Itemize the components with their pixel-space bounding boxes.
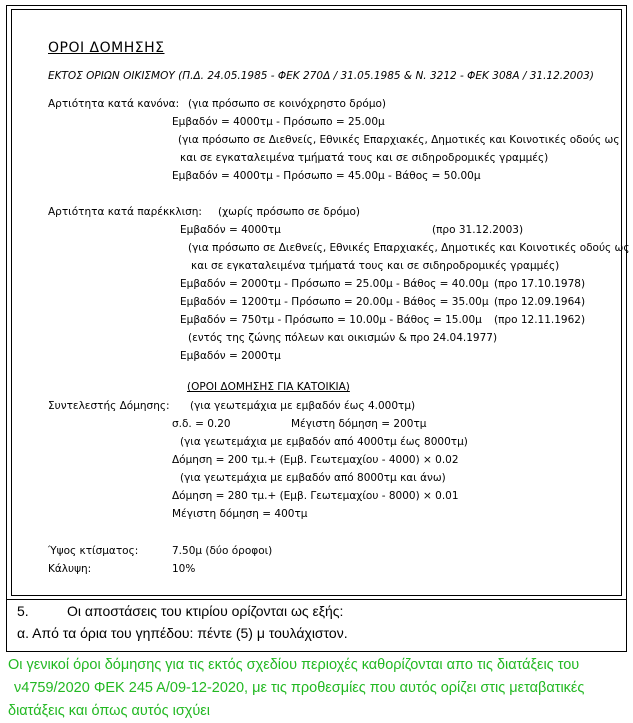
coefficient-sd: σ.δ. = 0.20 bbox=[172, 418, 231, 430]
rule-common: (για πρόσωπο σε κοινόχρηστο δρόμο) bbox=[188, 98, 387, 110]
rule-label: Αρτιότητα κατά κανόνα: bbox=[48, 98, 180, 110]
exception-row-1: Εμβαδόν = 4000τμ bbox=[180, 224, 281, 236]
coefficient-label: Συντελεστής Δόμησης: bbox=[48, 400, 170, 412]
exception-row: Εμβαδόν = 2000τμ - Πρόσωπο = 25.00μ - Βάθος = 40.00μ bbox=[180, 278, 489, 290]
setbacks-heading: Οι αποστάσεις του κτιρίου ορίζονται ως εξής: bbox=[67, 603, 344, 619]
coefficient-max-1: Μέγιστη δόμηση = 200τμ bbox=[291, 418, 427, 430]
exception-zone-note: (εντός της ζώνης πόλεων και οικισμών & προ 24.04.1977) bbox=[188, 332, 498, 344]
general-terms-note-line-3: διατάξεις και όπως αυτός ισχύει bbox=[8, 703, 210, 719]
setbacks-box bbox=[6, 600, 627, 652]
general-terms-note-line-1: Οι γενικοί όροι δόμησης για τις εκτός σχεδίου περιοχές καθορίζονται απο τις διατάξεις του bbox=[8, 657, 580, 673]
exception-noroad: (χωρίς πρόσωπο σε δρόμο) bbox=[218, 206, 360, 218]
coefficient-up-to-4000: (για γεωτεμάχια με εμβαδόν έως 4.000τμ) bbox=[190, 400, 416, 412]
exception-row: Εμβαδόν = 750τμ - Πρόσωπο = 10.00μ - Βάθος = 15.00μ bbox=[180, 314, 482, 326]
coverage-label: Κάλυψη: bbox=[48, 563, 92, 575]
general-terms-note-line-2: ν4759/2020 ΦΕΚ 245 Α/09-12-2020, με τις προθεσμίες που αυτός ορίζει στις μεταβατικές bbox=[14, 680, 585, 696]
rule-note-1: (για πρόσωπο σε Διεθνείς, Εθνικές Επαρχιακές, Δημοτικές και Κοινοτικές οδούς ως bbox=[178, 134, 620, 146]
height-value: 7.50μ (δύο όροφοι) bbox=[172, 545, 273, 557]
rule-note-2: και σε εγκαταλειμένα τμήματά τους και σε σιδηροδρομικές γραμμές) bbox=[180, 152, 549, 164]
exception-row-1-date: (προ 31.12.2003) bbox=[432, 224, 524, 236]
exception-row-date: (προ 12.11.1962) bbox=[494, 314, 586, 326]
setbacks-number: 5. bbox=[17, 603, 29, 619]
exception-row-date: (προ 17.10.1978) bbox=[494, 278, 586, 290]
exception-row: Εμβαδόν = 1200τμ - Πρόσωπο = 20.00μ - Βάθος = 35.00μ bbox=[180, 296, 489, 308]
coefficient-formula-2: Δόμηση = 280 τμ.+ (Εμβ. Γεωτεμαχίου - 8000) × 0.01 bbox=[172, 490, 459, 502]
exception-row-date: (προ 12.09.1964) bbox=[494, 296, 586, 308]
exception-note-2: και σε εγκαταλειμένα τμήματά τους και σε σιδηροδρομικές γραμμές) bbox=[191, 260, 560, 272]
coefficient-max-2: Μέγιστη δόμηση = 400τμ bbox=[172, 508, 308, 520]
setbacks-plot-limits: α. Από τα όρια του γηπέδου: πέντε (5) μ τουλάχιστον. bbox=[17, 625, 348, 641]
height-label: Ύψος κτίσματος: bbox=[48, 545, 139, 557]
rule-row-2: Εμβαδόν = 4000τμ - Πρόσωπο = 45.00μ - Βάθος = 50.00μ bbox=[172, 170, 481, 182]
coefficient-8000-up: (για γεωτεμάχια με εμβαδόν από 8000τμ και άνω) bbox=[180, 472, 446, 484]
exception-note-1: (για πρόσωπο σε Διεθνείς, Εθνικές Επαρχιακές, Δημοτικές και Κοινοτικές οδούς ως bbox=[188, 242, 630, 254]
coefficient-4000-8000: (για γεωτεμάχια με εμβαδόν από 4000τμ έως 8000τμ) bbox=[180, 436, 468, 448]
exception-label: Αρτιότητα κατά παρέκκλιση: bbox=[48, 206, 202, 218]
exception-last-row: Εμβαδόν = 2000τμ bbox=[180, 350, 281, 362]
rule-row-1: Εμβαδόν = 4000τμ - Πρόσωπο = 25.00μ bbox=[172, 116, 385, 128]
housing-terms-title: (ΟΡΟΙ ΔΟΜΗΣΗΣ ΓΙΑ ΚΑΤΟΙΚΙΑ) bbox=[187, 381, 350, 393]
coefficient-formula-1: Δόμηση = 200 τμ.+ (Εμβ. Γεωτεμαχίου - 4000) × 0.02 bbox=[172, 454, 459, 466]
coverage-value: 10% bbox=[172, 563, 196, 575]
doc-title: ΟΡΟΙ ΔΟΜΗΣΗΣ bbox=[48, 40, 165, 56]
doc-subtitle: ΕΚΤΟΣ ΟΡΙΩΝ ΟΙΚΙΣΜΟΥ (Π.Δ. 24.05.1985 - ΦΕΚ 270Δ / 31.05.1985 & Ν. 3212 - ΦΕΚ 308Α / 31.12.2003) bbox=[48, 70, 594, 82]
